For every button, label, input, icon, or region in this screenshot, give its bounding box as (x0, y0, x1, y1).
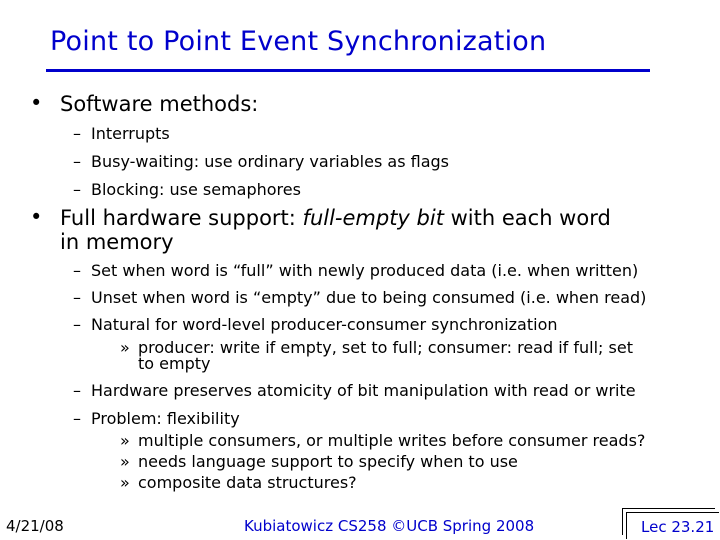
dash-glyph: – (73, 288, 81, 307)
sub-bullet-text: Problem: flexibility (91, 409, 240, 428)
footer-date: 4/21/08 (6, 517, 64, 535)
title-underline (46, 69, 650, 72)
dash-glyph: – (73, 152, 81, 171)
bullet-text-part: Full hardware support: (60, 206, 303, 230)
full-empty-bit-term: full-empty bit (302, 206, 444, 230)
bullet-glyph: • (30, 205, 43, 229)
bullet-text: Software methods: (60, 92, 259, 116)
sub-sub-bullet-text: to empty (138, 354, 211, 373)
chevron-glyph: » (120, 452, 130, 471)
chevron-glyph: » (120, 431, 130, 450)
sub-bullet-text: Set when word is “full” with newly produced data (i.e. when written) (91, 261, 639, 280)
dash-glyph: – (73, 409, 81, 428)
bullet-text-part: with each word (443, 206, 611, 230)
sub-bullet-text: Unset when word is “empty” due to being consumed (i.e. when read) (91, 288, 647, 307)
chevron-glyph: » (120, 338, 130, 357)
sub-bullet-text: Interrupts (91, 124, 170, 143)
sub-bullet-text: Blocking: use semaphores (91, 180, 301, 199)
sub-bullet-text: Hardware preserves atomicity of bit manipulation with read or write (91, 381, 636, 400)
sub-sub-bullet-text: producer: write if empty, set to full; consumer: read if full; set (138, 338, 633, 357)
dash-glyph: – (73, 180, 81, 199)
dash-glyph: – (73, 261, 81, 280)
sub-sub-bullet-text: needs language support to specify when to use (138, 452, 518, 471)
chevron-glyph: » (120, 473, 130, 492)
bullet-text (60, 206, 611, 230)
slide-title: Point to Point Event Synchronization (50, 26, 547, 57)
dash-glyph: – (73, 315, 81, 334)
bullet-text: in memory (60, 230, 174, 254)
sub-sub-bullet-text: composite data structures? (138, 473, 357, 492)
footer-course: Kubiatowicz CS258 ©UCB Spring 2008 (244, 517, 535, 535)
footer-lecture: Lec 23.21 (641, 518, 715, 536)
bullet-glyph: • (30, 91, 43, 115)
sub-bullet-text: Natural for word-level producer-consumer synchronization (91, 315, 558, 334)
sub-bullet-text: Busy-waiting: use ordinary variables as flags (91, 152, 449, 171)
dash-glyph: – (73, 124, 81, 143)
sub-sub-bullet-text: multiple consumers, or multiple writes before consumer reads? (138, 431, 646, 450)
footer-lecture-box (626, 512, 719, 539)
dash-glyph: – (73, 381, 81, 400)
